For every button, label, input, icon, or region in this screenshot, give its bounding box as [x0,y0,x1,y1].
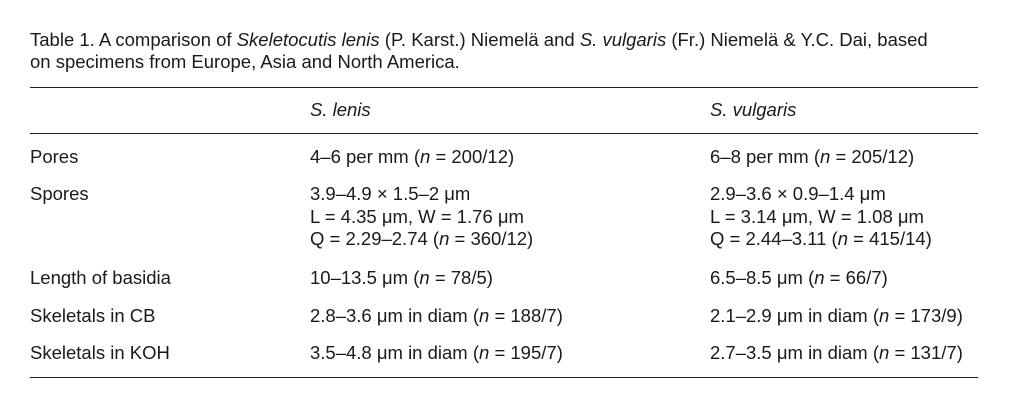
caption-text: on specimens from Europe, Asia and North America. [30,51,460,72]
column-header-lenis: S. lenis [310,99,371,120]
cell-line: 6–8 per mm (n = 205/12) [710,146,915,167]
cell-lenis [310,305,563,328]
cell-lenis [310,146,514,169]
header-rule [30,133,978,134]
cell-line: L = 3.14 μm, W = 1.08 μm [710,205,924,227]
row-label: Skeletals in CB [30,305,156,326]
cell-line: Q = 2.29–2.74 (n = 360/12) [310,228,534,249]
cell-line: 10–13.5 μm (n = 78/5) [310,267,493,288]
top-rule [30,87,978,88]
cell-vulgaris [710,146,914,169]
row-label: Pores [30,146,79,167]
cell-line: L = 4.35 μm, W = 1.76 μm [310,205,524,227]
row-label: Spores [30,183,89,204]
table-caption [30,29,990,73]
row-label: Skeletals in KOH [30,342,170,363]
cell-line: 2.8–3.6 μm in diam (n = 188/7) [310,305,563,326]
cell-line: Q = 2.44–3.11 (n = 415/14) [710,228,932,249]
cell-vulgaris [710,342,963,365]
cell-line: 2.1–2.9 μm in diam (n = 173/9) [710,305,963,326]
cell-lenis [310,267,493,290]
cell-vulgaris [710,267,888,290]
cell-vulgaris [710,183,932,251]
cell-vulgaris [710,305,963,328]
cell-line: 3.5–4.8 μm in diam (n = 195/7) [310,342,563,363]
cell-lenis [310,183,533,251]
caption-species-1: Skeletocutis lenis [236,29,380,50]
cell-lenis [310,342,563,365]
caption-text: (P. Karst.) Niemelä and [379,29,580,50]
caption-species-2: S. vulgaris [579,29,667,50]
cell-line: 3.9–4.9 × 1.5–2 μm [310,183,471,204]
caption-text: (Fr.) Niemelä & Y.C. Dai, based [666,29,928,50]
cell-line: 4–6 per mm (n = 200/12) [310,146,515,167]
row-label: Length of basidia [30,267,171,288]
column-header-vulgaris: S. vulgaris [710,99,797,120]
cell-line: 6.5–8.5 μm (n = 66/7) [710,267,888,288]
caption-text: Table 1. A comparison of [30,29,237,50]
cell-line: 2.9–3.6 × 0.9–1.4 μm [710,183,886,204]
bottom-rule [30,377,978,378]
cell-line: 2.7–3.5 μm in diam (n = 131/7) [710,342,963,363]
